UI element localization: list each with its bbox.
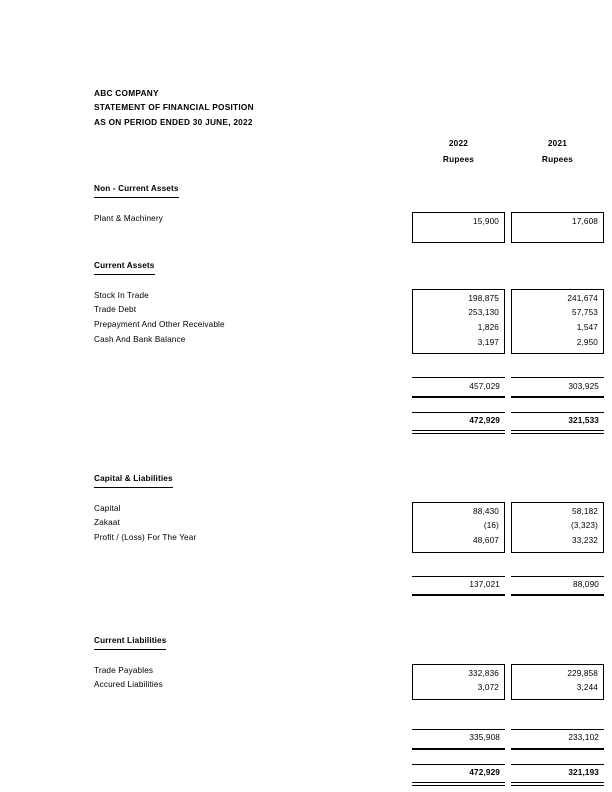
line-item-value: 198,875 — [468, 293, 499, 303]
current-assets-group — [94, 289, 598, 354]
line-item-label: Stock In Trade — [94, 290, 149, 300]
column-headers — [94, 136, 587, 167]
capital-and-liabilities-subtotal-row — [94, 576, 599, 597]
line-item-label: Capital — [94, 503, 121, 513]
unit-label-2022: Rupees — [442, 153, 475, 164]
section-heading-text: Current Assets — [94, 259, 155, 275]
line-item-value: 3,197 — [477, 337, 499, 347]
capital-and-liabilities-labels — [94, 502, 412, 553]
capital-and-liabilities-values-2021 — [511, 502, 604, 553]
line-item-value: (3,323) — [571, 521, 598, 531]
line-item-value: 229,858 — [567, 668, 598, 678]
column-header-2021 — [511, 136, 604, 167]
current-liabilities-group — [94, 664, 598, 700]
line-item-value: 17,608 — [572, 216, 598, 226]
line-item-label: Trade Debt — [94, 305, 137, 315]
section-heading-text: Capital & Liabilities — [94, 472, 173, 488]
line-item-value: 241,674 — [567, 293, 598, 303]
subtotal-value-2022: 335,908 — [412, 729, 505, 750]
line-item-value: 2,950 — [576, 337, 598, 347]
line-item-label: Plant & Machinery — [94, 213, 163, 223]
statement-title: STATEMENT OF FINANCIAL POSITION — [94, 102, 254, 113]
section-heading-text: Current Liabilities — [94, 634, 166, 650]
line-item-label: Accured Liabilities — [94, 680, 163, 690]
line-item-value: 33,232 — [572, 536, 598, 546]
non-current-assets-group — [94, 212, 598, 244]
line-item-value: 3,244 — [576, 683, 598, 693]
line-item-value: (16) — [483, 521, 499, 531]
subtotal-value-2022: 137,021 — [412, 576, 505, 597]
current-assets-subtotal-row — [94, 377, 599, 398]
line-item-label: Zakaat — [94, 518, 120, 528]
total-spacer — [94, 764, 412, 784]
unit-label-2021: Rupees — [541, 153, 574, 164]
line-item-value: 88,430 — [473, 506, 499, 516]
line-item-value: 1,547 — [576, 323, 598, 332]
total-spacer — [94, 412, 412, 432]
column-header-2022 — [412, 136, 505, 167]
year-label-2022: 2022 — [448, 138, 469, 149]
statement-period: AS ON PERIOD ENDED 30 JUNE, 2022 — [94, 116, 253, 127]
section-heading-non-current-assets — [94, 182, 587, 198]
total-value-2022: 472,929 — [412, 412, 505, 432]
total-spacer — [94, 377, 412, 398]
total-value-2021: 321,193 — [511, 764, 604, 784]
financial-statement — [94, 86, 599, 783]
subtotal-value-2021: 88,090 — [511, 576, 604, 597]
line-item-label: Prepayment And Other Receivable — [94, 320, 225, 329]
total-value-2021: 321,533 — [511, 412, 604, 432]
current-assets-labels — [94, 289, 412, 354]
total-spacer — [94, 729, 412, 750]
non-current-assets-values-2021 — [511, 212, 604, 244]
line-item-value: 58,182 — [572, 506, 598, 516]
line-item-value: 48,607 — [473, 536, 499, 546]
company-name: ABC COMPANY — [94, 88, 159, 98]
line-item-value: 332,836 — [468, 668, 499, 678]
line-item-label: Cash And Bank Balance — [94, 334, 186, 344]
total-value-2022: 472,929 — [412, 764, 505, 784]
current-assets-values-2021 — [511, 289, 604, 354]
subtotal-value-2022: 457,029 — [412, 377, 505, 398]
line-item-value: 57,753 — [572, 308, 598, 318]
current-liabilities-values-2022 — [412, 664, 505, 700]
header-spacer — [94, 136, 412, 167]
section-heading-text: Non - Current Assets — [94, 182, 179, 198]
total-assets-row — [94, 412, 599, 432]
total-spacer — [94, 576, 412, 597]
current-liabilities-labels — [94, 664, 412, 700]
current-assets-values-2022 — [412, 289, 505, 354]
section-heading-current-liabilities — [94, 634, 587, 650]
subtotal-value-2021: 303,925 — [511, 377, 604, 398]
capital-and-liabilities-group — [94, 502, 598, 553]
line-item-value: 1,826 — [477, 323, 499, 332]
line-item-value: 253,130 — [468, 308, 499, 318]
year-label-2021: 2021 — [547, 138, 568, 149]
non-current-assets-values-2022 — [412, 212, 505, 244]
line-item-label: Trade Payables — [94, 665, 154, 675]
current-liabilities-values-2021 — [511, 664, 604, 700]
section-heading-current-assets — [94, 259, 587, 275]
current-liabilities-subtotal-row — [94, 729, 599, 750]
line-item-value: 3,072 — [477, 683, 499, 693]
total-equity-and-liabilities-row — [94, 764, 599, 784]
capital-and-liabilities-values-2022 — [412, 502, 505, 553]
subtotal-value-2021: 233,102 — [511, 729, 604, 750]
line-item-value: 15,900 — [473, 216, 499, 226]
line-item-label: Profit / (Loss) For The Year — [94, 533, 197, 543]
non-current-assets-labels — [94, 212, 412, 244]
section-heading-capital-and-liabilities — [94, 472, 587, 488]
statement-header — [94, 86, 587, 129]
